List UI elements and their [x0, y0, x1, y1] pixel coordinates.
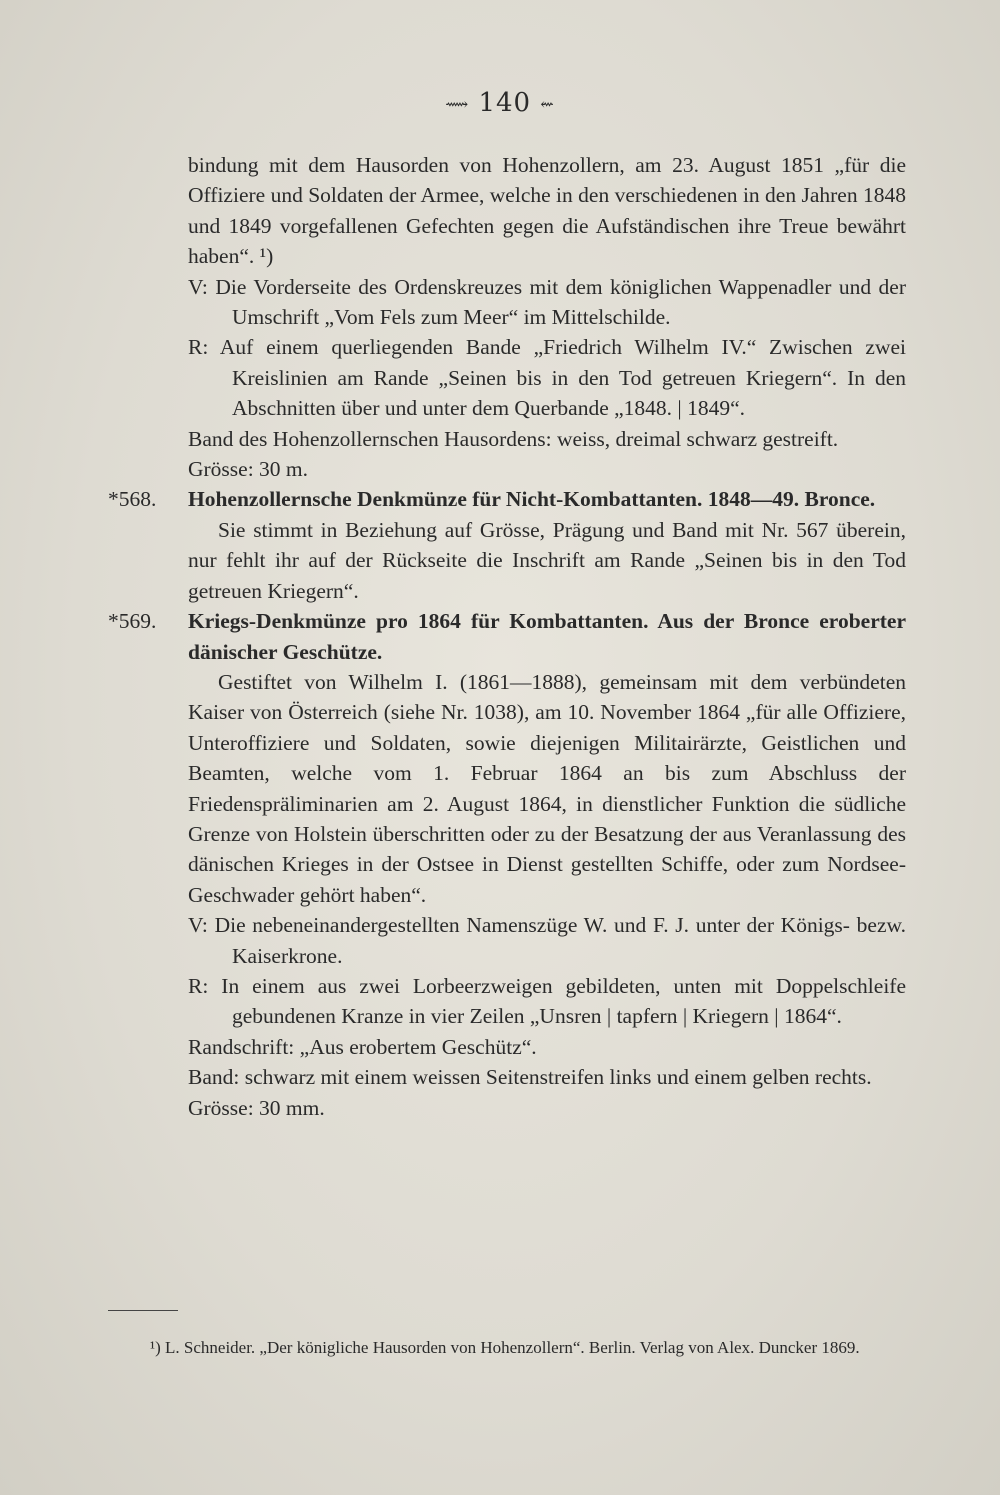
entry-569-number: *569. — [108, 609, 157, 634]
entry-569-reverse: R: In einem aus zwei Lorbeerzweigen gebildeten, unten mit Doppelschleife gebundenen Kranze in vier Zeilen „Unsren | tapfern | Kriegern | 1864“. — [188, 973, 906, 1029]
entry-569-ribbon: Band: schwarz mit einem weissen Seitenstreifen links und einem gelben rechts. — [188, 1065, 872, 1090]
reverse-description: R: Auf einem querliegenden Bande „Friedrich Wilhelm IV.“ Zwischen zwei Kreislinien am Rande „Seinen bis in den Tod getreuen Kriegern“. In den Abschnitten über und unter dem Querbande „1848. | 1849“. — [188, 335, 906, 421]
ornament-right-icon: ⇜ — [540, 94, 555, 114]
entry-568-number: *568. — [108, 487, 157, 512]
footnote: ¹) L. Schneider. „Der königliche Hausorden von Hohenzollern“. Berlin. Verlag von Alex. Duncker 1869. — [150, 1338, 860, 1357]
entry-569-edge-inscription: Randschrift: „Aus erobertem Geschütz“. — [188, 1034, 537, 1059]
page-header — [0, 88, 1000, 118]
paragraph-continuation: bindung mit dem Hausorden von Hohenzollern, am 23. August 1851 „für die Offiziere und Soldaten der Armee, welche in den verschiedenen in den Jahren 1848 und 1849 vorgefallenen Gefechten gegen die Aufständischen ihre Treue bewährt haben“. ¹) — [188, 153, 906, 269]
entry-569-heading — [108, 606, 906, 667]
entry-568-heading — [108, 484, 906, 514]
entry-569-obverse: V: Die nebeneinandergestellten Namenszüge W. und F. J. unter der Königs- bezw. Kaiserkrone. — [188, 913, 906, 968]
ribbon-description: Band des Hohenzollernschen Hausordens: weiss, dreimal schwarz gestreift. — [188, 426, 839, 451]
ornament-left-icon: ⟿ — [445, 94, 470, 114]
footnote-divider — [108, 1310, 178, 1311]
entry-568-title: Hohenzollernsche Denkmünze für Nicht-Kombattanten. 1848—49. Bronce. — [188, 487, 876, 512]
size-description: Grösse: 30 m. — [188, 457, 309, 482]
entry-569-size: Grösse: 30 mm. — [188, 1095, 325, 1120]
obverse-description: V: Die Vorderseite des Ordenskreuzes mit dem königlichen Wappenadler und der Umschrift „Vom Fels zum Meer“ im Mittelschilde. — [188, 274, 906, 330]
entry-569-title: Kriegs-Denkmünze pro 1864 für Kombattanten. Aus der Bronce eroberter dänischer Geschütze. — [188, 609, 906, 664]
entry-569-text: Gestiftet von Wilhelm I. (1861—1888), gemeinsam mit dem verbündeten Kaiser von Österreich (siehe Nr. 1038), am 10. November 1864 „für alle Offiziere, Unteroffiziere und Soldaten, sowie diejenigen Militairärzte, Geistlichen und Beamten, welche vom 1. Februar 1864 an bis zum Abschluss der Friedenspräliminarien am 2. August 1864, in dienstlicher Funktion die südliche Grenze von Holstein überschritten oder zu der Besatzung der aus Veranlassung des dänischen Krieges in der Ostsee in Dienst gestellten Schiffe, oder zum Nordsee-Geschwader gehört haben“. — [188, 669, 906, 907]
page-number: 140 — [478, 88, 532, 118]
page-body — [108, 150, 906, 1123]
entry-568-text: Sie stimmt in Beziehung auf Grösse, Prägung und Band mit Nr. 567 überein, nur fehlt ihr auf der Rückseite die Inschrift am Rande „Seinen bis in den Tod getreuen Kriegern“. — [188, 517, 906, 603]
